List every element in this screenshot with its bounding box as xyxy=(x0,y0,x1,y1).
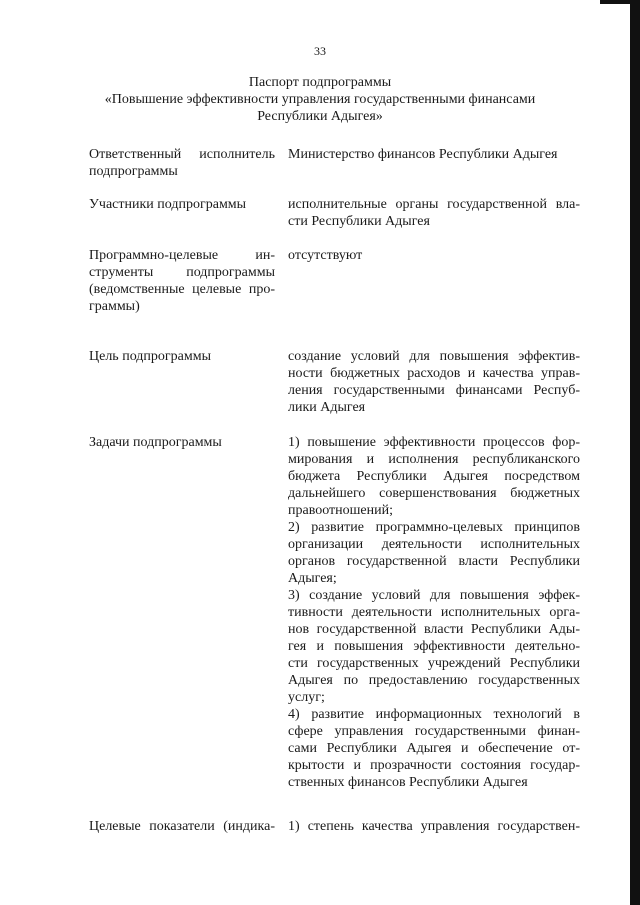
row-label-line: Задачи подпрограммы xyxy=(89,435,222,450)
row-label-line: Целевые показатели (индика- xyxy=(89,819,275,834)
document-title xyxy=(60,74,580,125)
row-value xyxy=(288,434,580,791)
row-label-line: граммы) xyxy=(89,299,140,314)
row-value-line: 2) развитие программно-целевых принципов xyxy=(288,520,580,535)
row-value-line: Министерство финансов Республики Адыгея xyxy=(288,147,558,162)
row-label xyxy=(89,196,275,213)
row-value xyxy=(288,146,580,163)
row-label xyxy=(89,818,275,835)
row-value-line: ления государственными финансами Респуб- xyxy=(288,383,580,398)
row-label xyxy=(89,434,275,451)
row-value-line: сфере управления государственными финан- xyxy=(288,724,580,739)
row-value-line: Адыгея; xyxy=(288,571,337,586)
title-line-3: Республики Адыгея» xyxy=(257,109,383,124)
row-value-line: правоотношений; xyxy=(288,503,394,518)
title-line-2: «Повышение эффективности управления государственными финансами xyxy=(104,92,536,107)
row-value-line: сти Республики Адыгея xyxy=(288,214,430,229)
row-label-line: Программно-целевые ин- xyxy=(89,248,275,263)
row-value-line: ности бюджетных расходов и качества управ- xyxy=(288,366,580,381)
row-value-line: услуг; xyxy=(288,690,325,705)
row-value-line: крытости и прозрачности состояния государ- xyxy=(288,758,580,773)
row-label-line: (ведомственные целевые про- xyxy=(89,282,275,297)
row-label xyxy=(89,348,275,365)
page-number: 33 xyxy=(314,44,326,58)
row-value-line: дальнейшего совершенствования бюджетных xyxy=(288,486,580,501)
row-value-line: лики Адыгея xyxy=(288,400,366,415)
row-value-line: 3) создание условий для повышения эффек- xyxy=(288,588,580,603)
row-label-line: подпрограммы xyxy=(89,164,178,179)
row-value-line: отсутствуют xyxy=(288,248,363,263)
row-value-line: сами Республики Адыгея и обеспечение от- xyxy=(288,741,580,756)
row-value-line: организации деятельности исполнительных xyxy=(288,537,580,552)
row-value-line: 4) развитие информационных технологий в xyxy=(288,707,580,722)
row-value-line: гея и повышения эффективности деятельно- xyxy=(288,639,580,654)
scan-edge-top xyxy=(600,0,640,4)
row-label xyxy=(89,247,275,315)
row-value-line: органов государственной власти Республики xyxy=(288,554,580,569)
row-value-line: исполнительные органы государственной вла- xyxy=(288,197,580,212)
row-value xyxy=(288,196,580,230)
row-value-line: тивности деятельности исполнительных орга- xyxy=(288,605,580,620)
row-label xyxy=(89,146,275,180)
row-value-line: мирования и исполнения республиканского xyxy=(288,452,580,467)
row-value-line: бюджета Республики Адыгея посредством xyxy=(288,469,580,484)
row-value-line: Адыгея по предоставлению государственных xyxy=(288,673,580,688)
row-value-line: 1) степень качества управления государствен- xyxy=(288,819,580,834)
row-value-line: создание условий для повышения эффектив- xyxy=(288,349,580,364)
row-value-line: ственных финансов Республики Адыгея xyxy=(288,775,528,790)
row-value xyxy=(288,818,580,835)
row-label-line: Участники подпрограммы xyxy=(89,197,247,212)
scan-edge-right xyxy=(630,0,640,905)
row-value-line: сти государственных учреждений Республики xyxy=(288,656,580,671)
row-value-line: 1) повышение эффективности процессов фор- xyxy=(288,435,580,450)
row-value-line: нов государственной власти Республики Ады- xyxy=(288,622,580,637)
title-line-1: Паспорт подпрограммы xyxy=(248,75,392,90)
row-value xyxy=(288,247,580,264)
row-label-line: Ответственный исполнитель xyxy=(89,147,275,162)
row-label-line: Цель подпрограммы xyxy=(89,349,211,364)
row-label-line: струменты подпрограммы xyxy=(89,265,275,280)
row-value xyxy=(288,348,580,416)
